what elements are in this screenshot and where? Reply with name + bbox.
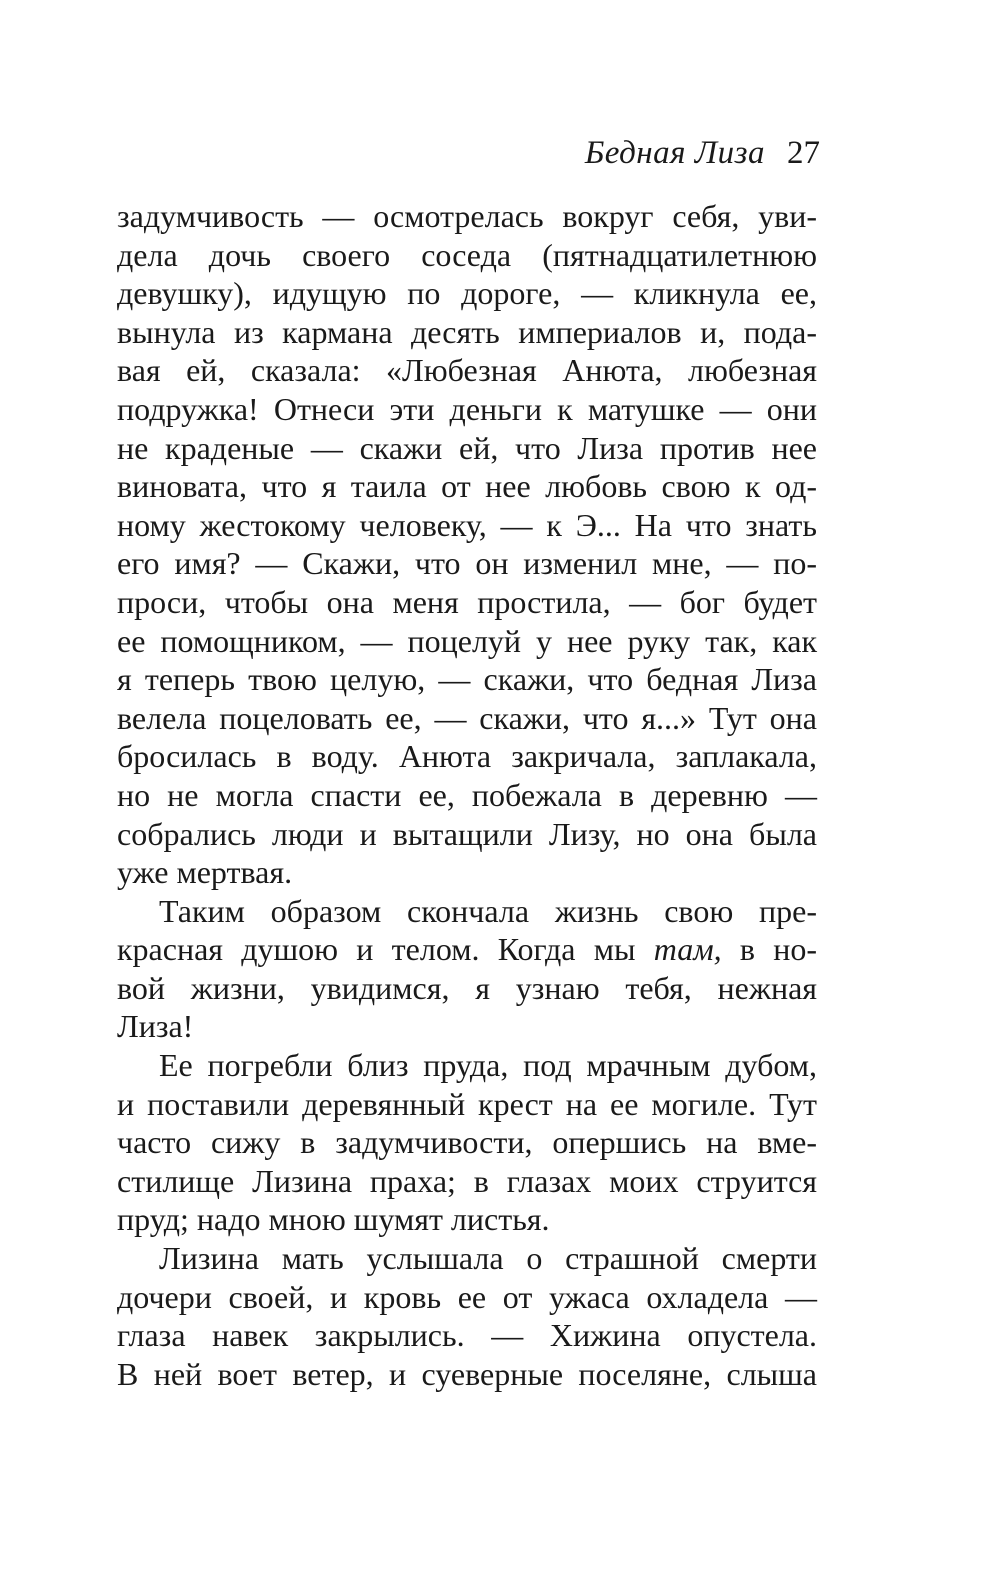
text-line: дочери своей, и кровь ее от ужаса охладела — — [117, 1278, 817, 1315]
italic-word: там, — [653, 931, 722, 968]
text-line: вая ей, сказала: «Любезная Анюта, любезная — [117, 352, 817, 389]
text-line: собрались люди и вытащили Лизу, но она была — [117, 815, 817, 852]
text-line: велела поцеловать ее, — скажи, что я...» Тут она — [117, 699, 817, 736]
text-line: пруд; надо мною шумят листья. — [117, 1201, 550, 1238]
text-line: подружка! Отнеси эти деньги к матушке — они — [117, 390, 817, 427]
text-line: Ее погребли близ пруда, под мрачным дубом, — [159, 1047, 817, 1084]
text-line: глаза навек закрылись. — Хижина опустела. — [117, 1317, 817, 1354]
text-line: стилище Лизина праха; в глазах моих струится — [117, 1162, 817, 1199]
text-line: В ней воет ветер, и суеверные поселяне, слыша — [117, 1355, 817, 1392]
paragraph — [117, 1239, 817, 1393]
running-head-title: Бедная Лиза — [584, 135, 765, 171]
text-line — [117, 930, 817, 969]
text-line: но не могла спасти ее, побежала в деревню — — [117, 776, 817, 813]
text-line: я теперь твою целую, — скажи, что бедная Лиза — [117, 661, 817, 698]
text-run: красная душою и телом. Когда мы — [117, 931, 654, 968]
paragraph — [117, 197, 817, 892]
text-line: Лиза! — [117, 1008, 194, 1045]
text-run: в но- — [721, 931, 818, 968]
text-line: ному жестокому человеку, — к Э... На что знать — [117, 506, 817, 543]
text-line: не краденые — скажи ей, что Лиза против нее — [117, 429, 817, 466]
paragraph — [117, 892, 817, 1046]
text-line: часто сижу в задумчивости, опершись на вме- — [117, 1124, 817, 1161]
running-head — [585, 128, 820, 178]
page-number: 27 — [787, 135, 820, 171]
text-line: девушку), идущую по дороге, — кликнула ее, — [117, 275, 817, 312]
paragraph — [117, 1046, 817, 1239]
text-line: задумчивость — осмотрелась вокруг себя, уви- — [117, 198, 817, 234]
text-line: Таким образом скончала жизнь свою пре- — [159, 892, 817, 929]
text-line: Лизина мать услышала о страшной смерти — [159, 1240, 817, 1277]
body-text — [117, 197, 817, 1393]
text-line: бросилась в воду. Анюта закричала, заплакала, — [117, 738, 817, 775]
text-line: ее помощником, — поцелуй у нее руку так, как — [117, 622, 817, 659]
text-line: и поставили деревянный крест на ее могиле. Тут — [117, 1085, 817, 1122]
text-line: дела дочь своего соседа (пятнадцатилетнюю — [117, 236, 817, 273]
text-line: проси, чтобы она меня простила, — бог будет — [117, 583, 817, 620]
text-line: вой жизни, увидимся, я узнаю тебя, нежная — [117, 969, 817, 1006]
text-line: вынула из кармана десять империалов и, пода- — [117, 313, 817, 350]
text-line: уже мертвая. — [117, 854, 293, 891]
text-line: его имя? — Скажи, что он изменил мне, — по- — [117, 545, 817, 582]
text-line: виновата, что я таила от нее любовь свою к од- — [117, 468, 817, 505]
